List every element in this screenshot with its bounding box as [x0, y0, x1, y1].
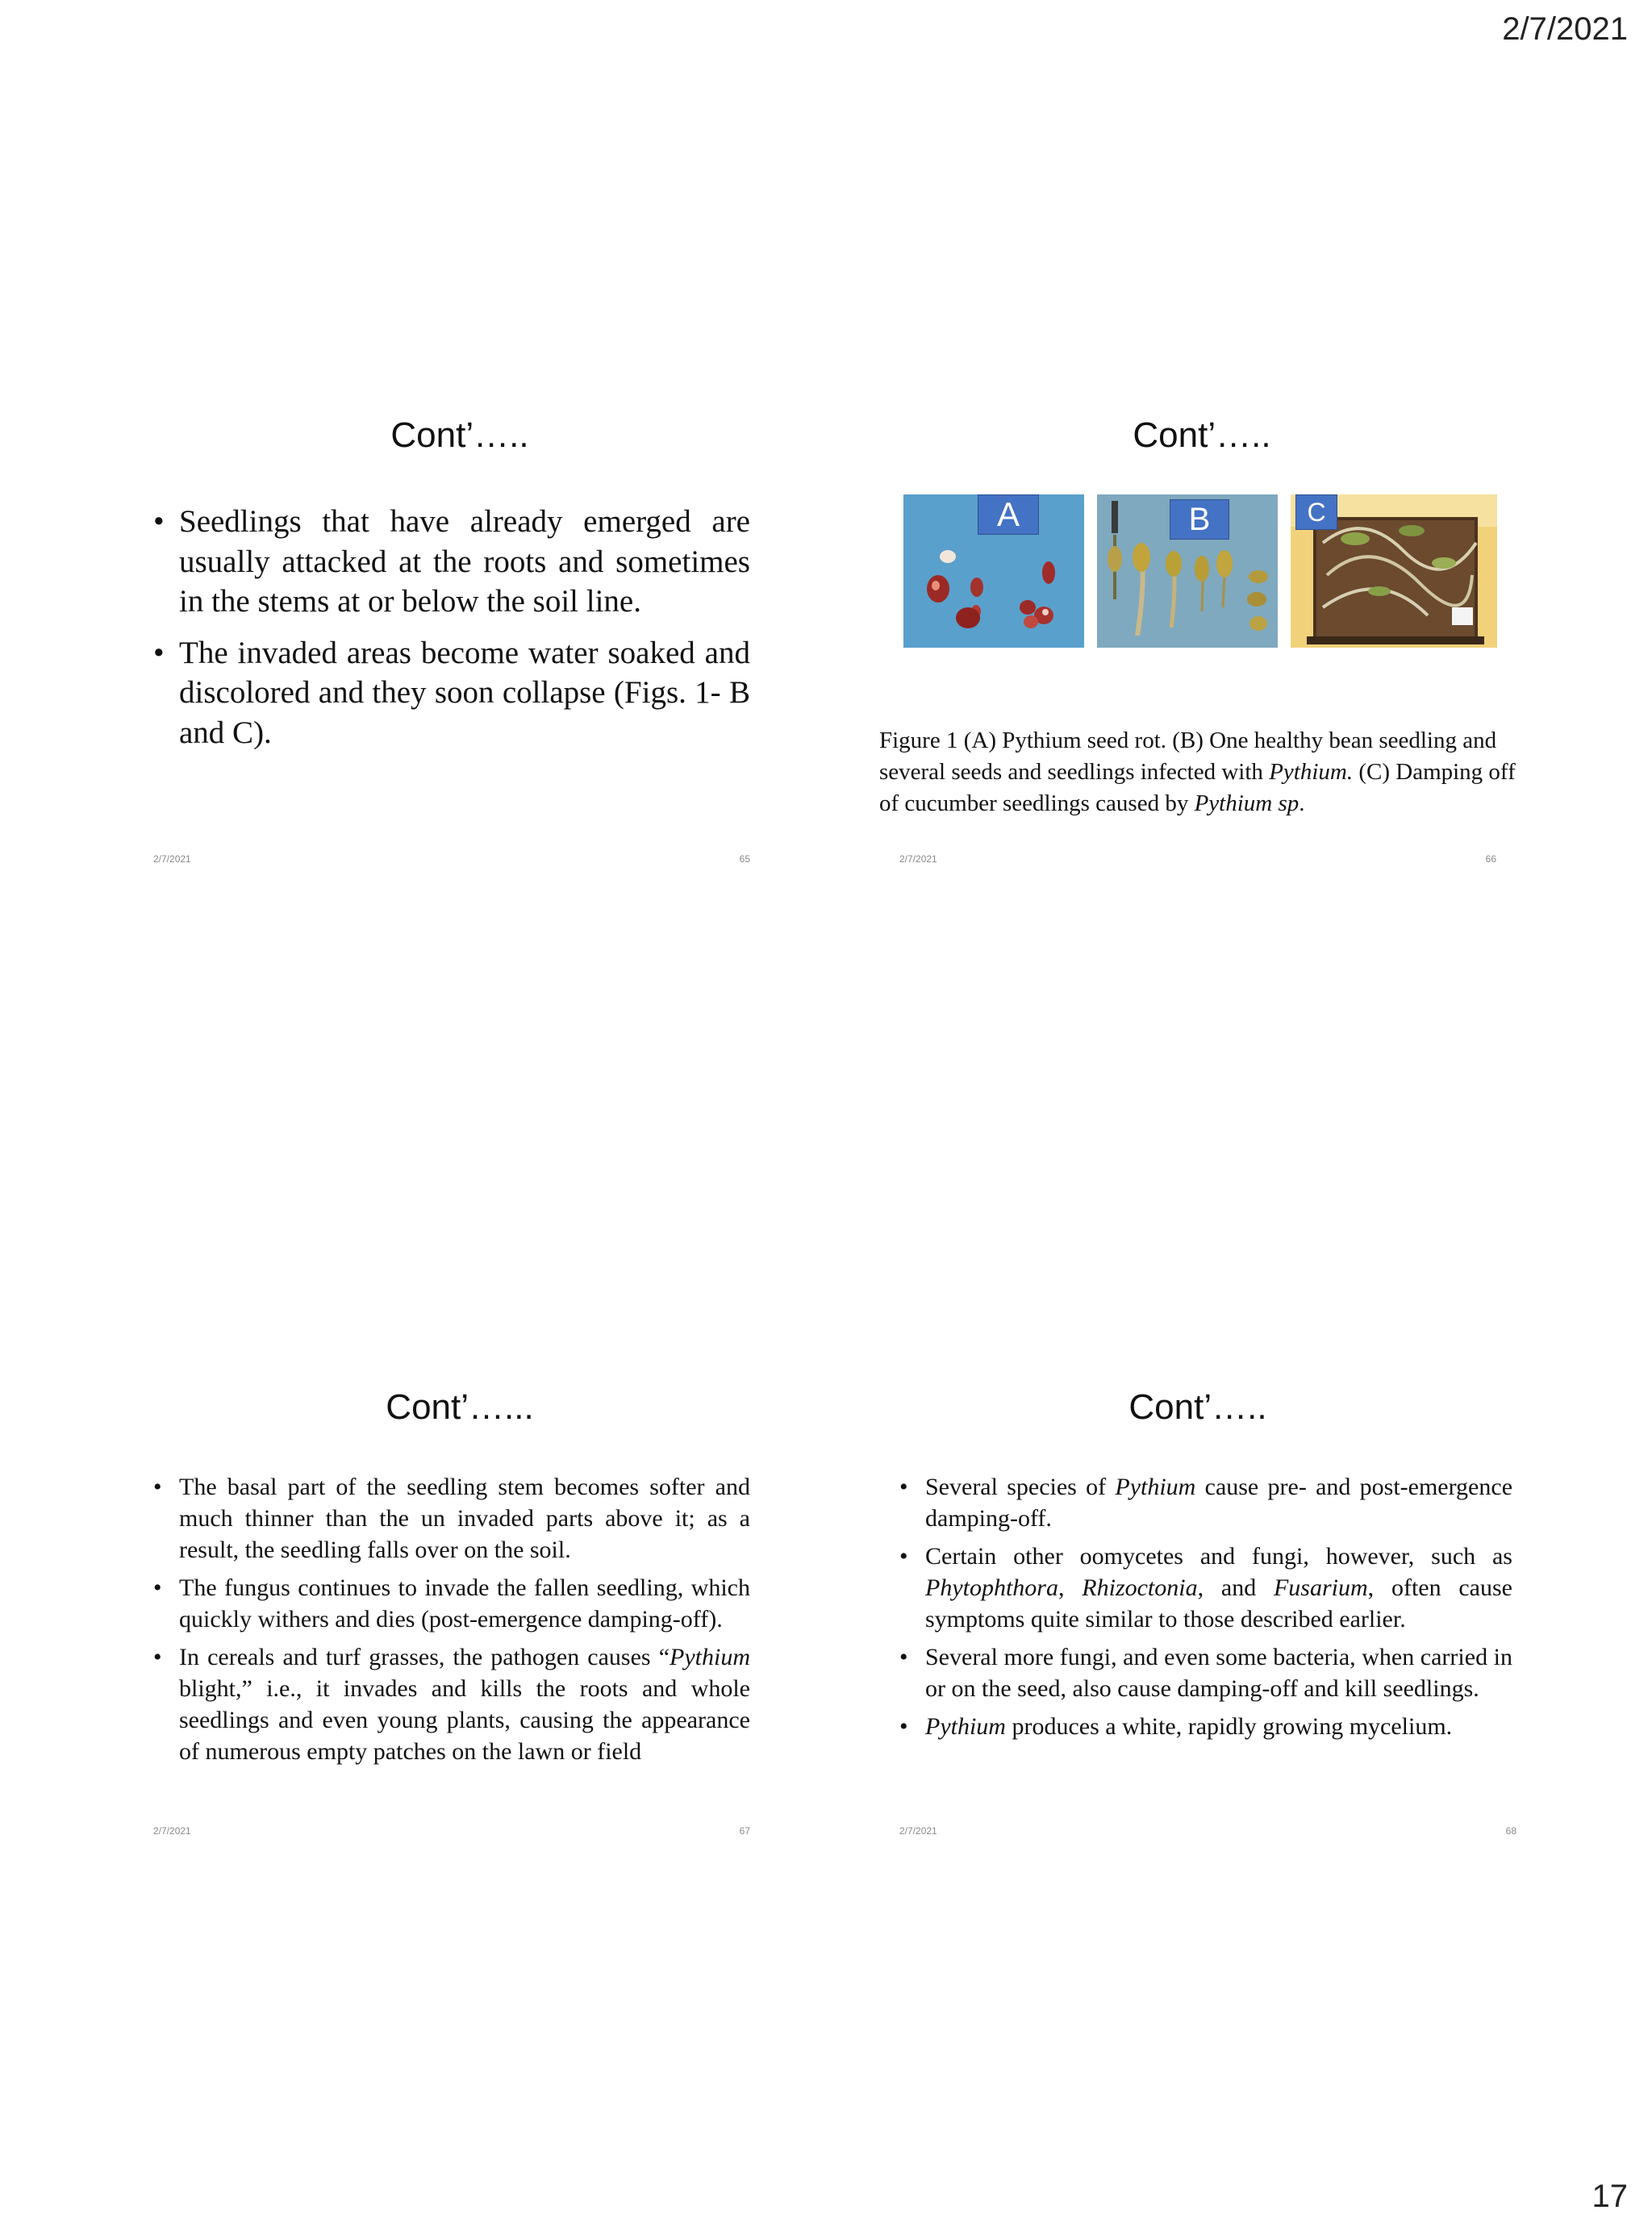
figure-label-a: A [978, 494, 1039, 535]
bullet-list [899, 1471, 1512, 1742]
bullet-item: • The fungus continues to invade the fallen seedling, which quickly withers and dies (post-emergence damping-off). [153, 1572, 750, 1635]
bullet-item: • The basal part of the seedling stem becomes softer and much thinner than the un invaded parts above it; as a result, the seedling falls over on the soil. [153, 1471, 750, 1566]
slide-footer-date: 2/7/2021 [153, 1825, 191, 1837]
bullet-item: • Several species of Pythium cause pre- and post-emergence damping-off. [899, 1471, 1512, 1534]
bullet-list [153, 502, 750, 753]
slide-footer-number: 68 [1505, 1825, 1516, 1837]
bullet-item: • The invaded areas become water soaked and discolored and they soon collapse (Figs. 1- B and C). [153, 633, 750, 753]
bullet-item: • Certain other oomycetes and fungi, however, such as Phytophthora, Rhizoctonia, and Fusarium, often cause symptoms quite similar to those described earlier. [899, 1541, 1512, 1635]
slide-footer-date: 2/7/2021 [899, 853, 937, 865]
figure-label-c: C [1295, 494, 1337, 530]
slide-footer-number: 67 [739, 1825, 750, 1837]
page-date: 2/7/2021 [1502, 11, 1628, 47]
slide-footer-date: 2/7/2021 [153, 853, 191, 865]
slide-title: Cont’….. [390, 415, 529, 455]
slide-title: Cont’….. [1133, 415, 1271, 455]
slide-title: Cont’…... [386, 1387, 534, 1427]
slide-footer-number: 66 [1485, 853, 1496, 865]
slide-67 [153, 1387, 766, 1839]
slide-68 [899, 1387, 1516, 1839]
slide-66 [879, 415, 1516, 867]
bullet-item: • Several more fungi, and even some bacteria, when carried in or on the seed, also cause damping-off and kill seedlings. [899, 1641, 1512, 1704]
slide-65 [153, 415, 766, 867]
figure-photos [903, 494, 1500, 648]
bullet-item: • Seedlings that have already emerged are usually attacked at the roots and sometimes in the stems at or below the soil line. [153, 502, 750, 622]
page-number: 17 [1592, 2179, 1628, 2214]
bullet-item: • In cereals and turf grasses, the pathogen causes “Pythium blight,” i.e., it invades and kills the roots and whole seedlings and even young plants, causing the appearance of numerous empty patches on the lawn or field [153, 1641, 750, 1767]
bullet-item: • Pythium produces a white, rapidly growing mycelium. [899, 1711, 1512, 1742]
figure-label-b: B [1170, 499, 1229, 540]
bullet-list [153, 1471, 750, 1767]
slide-footer-date: 2/7/2021 [899, 1825, 937, 1837]
slide-title: Cont’….. [1128, 1387, 1267, 1427]
figure-caption: Figure 1 (A) Pythium seed rot. (B) One healthy bean seedling and several seeds and seedlings infected with Pythium. (C) Damping off of cucumber seedlings caused by Pythium sp. [879, 728, 1516, 816]
slide-footer-number: 65 [739, 853, 750, 865]
